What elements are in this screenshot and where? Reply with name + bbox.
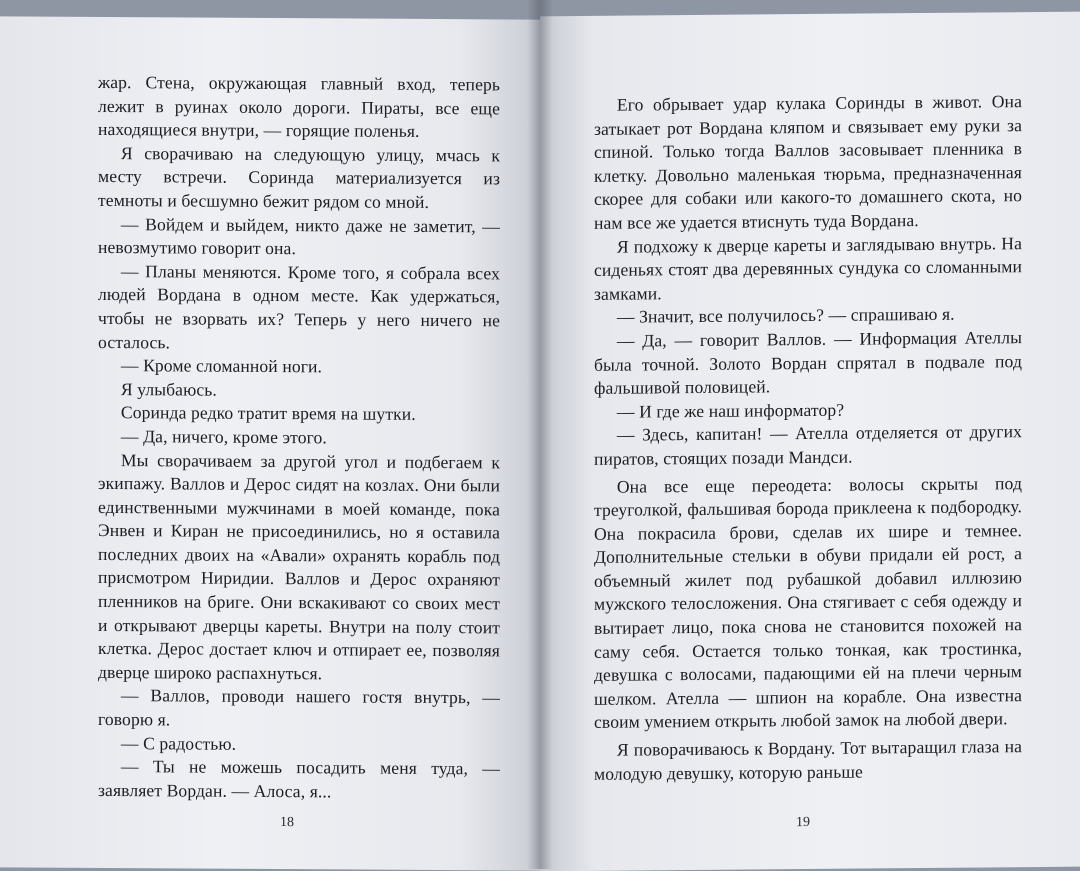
paragraph: — И где же наш информатор? — [616, 399, 845, 422]
left-page-text — [98, 71, 500, 805]
right-page — [540, 12, 1080, 871]
paragraph: — С радостью. — [120, 732, 237, 754]
paragraph: — Планы меняются. Кроме того, я собрала всех людей Вордана в одном месте. Как удержаться, чтобы не взорвать их? Теперь у него ничего не осталось. — [98, 260, 500, 352]
paragraph: Я поворачиваюсь к Вордану. Тот вытаращил глаза на молодую девушку, которую раньше — [594, 736, 1022, 784]
paragraph: Я подхожу к дверце кареты и заглядываю внутрь. На сиденьях стоят два деревянных сундука со сломанными замками. — [594, 232, 1022, 304]
paragraph: Его обрывает удар кулака Соринды в живот. Она затыкает рот Вордана кляпом и связывает ему руки за спиной. Только тогда Валлов засовывает пленника в клетку. Довольно маленькая тюрьма, предназначенная скорее для собаки или какого-то домашнего скота, но нам все же удается втиснуть туда Вордана. — [594, 91, 1022, 233]
book-spine-shadow — [527, 0, 553, 869]
paragraph: Мы сворачиваем за другой угол и подбегаем к экипажу. Валлов и Дерос сидят на козлах. Они были единственными мужчинами в моей команде, пока Энвен и Киран не присоединились, но я оставила последних двоих на «Авали» охранять корабль под присмотром Ниридии. Валлов и Дерос охраняют пленников на бриге. Они вскакивают со своих мест и открывают дверцы кареты. Внутри на полу стоит клетка. Дерос достает ключ и отпирает ее, позволяя дверце широко распахнуться. — [98, 449, 500, 684]
right-page-text — [594, 90, 1022, 786]
paragraph: — Кроме сломанной ноги. — [120, 355, 323, 377]
paragraph: Я сворачиваю на следующую улицу, мчась к месту встречи. Соринда материализуется из темноты и бесшумно бежит рядом со мной. — [98, 142, 500, 212]
paragraph: Она все еще переодета: волосы скрыты под треуголкой, фальшивая борода приклеена к подбородку. Она покрасила брови, сделав их шире и темнее. Дополнительные стельки в обуви придали ей рост, а объемный жилет под рубашкой добавил иллюзию мужского телосложения. Она стягивает с себя одежду и вытирает лицо, пока снова не становится похожей на саму себя. Остается только тонкая, как тростинка, девушка с волосами, падающими ей на плечи черным шелком. Ателла — шпион на корабле. Она известна своим умением открыть любой замок на любой двери. — [594, 472, 1022, 733]
paragraph: Соринда редко тратит время на шутки. — [120, 402, 416, 425]
paragraph: — Ты не можешь посадить меня туда, — заявляет Вордан. — Алоса, я... — [98, 756, 500, 802]
paragraph: — Здесь, капитан! — Ателла отделяется от других пиратов, стоящих позади Мандси. — [594, 421, 1022, 469]
paragraph: Я улыбаюсь. — [120, 378, 217, 400]
paragraph: — Да, ничего, кроме этого. — [120, 425, 327, 448]
paragraph: жар. Стена, окружающая главный вход, теперь лежит в руинах около дороги. Пираты, все еще находящиеся внутри, — горящие поленья. — [98, 71, 500, 142]
paragraph: — Значит, все получилось? — спрашиваю я. — [616, 304, 955, 328]
paragraph: — Войдем и выйдем, никто даже не заметит, — невозмутимо говорит она. — [98, 213, 500, 259]
paragraph: — Валлов, проводи нашего гостя внутрь, — говорю я. — [98, 685, 500, 730]
left-page — [0, 16, 540, 870]
page-number: 18 — [280, 815, 294, 831]
page-number: 19 — [796, 815, 810, 831]
paragraph: — Да, — говорит Валлов. — Информация Ателлы была точной. Золото Вордан спрятал в подвале под фальшивой половицей. — [594, 327, 1022, 399]
